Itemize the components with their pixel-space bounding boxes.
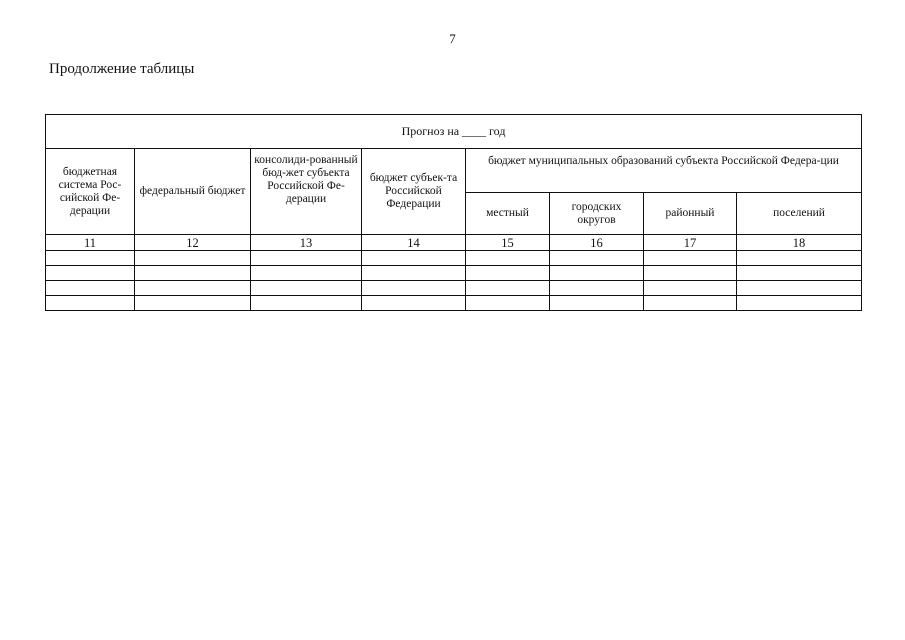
- forecast-table: [45, 114, 862, 311]
- table-cell: [466, 281, 550, 296]
- column-number: 12: [135, 235, 251, 251]
- table-row: [46, 281, 862, 296]
- column-number: 17: [644, 235, 737, 251]
- table-cell: [466, 251, 550, 266]
- sub-col-settlements: поселений: [737, 193, 862, 235]
- table-cell: [737, 251, 862, 266]
- column-number: 15: [466, 235, 550, 251]
- table-cell: [251, 266, 362, 281]
- sub-col-district: районный: [644, 193, 737, 235]
- table-cell: [550, 296, 644, 311]
- col-municipal-budgets: бюджет муниципальных образований субъекта Российской Федера-ции: [466, 149, 862, 193]
- table-cell: [46, 266, 135, 281]
- forecast-year-header: Прогноз на ____ год: [46, 115, 862, 149]
- table-cell: [46, 281, 135, 296]
- forecast-header-row: [46, 115, 862, 149]
- table-cell: [644, 266, 737, 281]
- table-cell: [362, 266, 466, 281]
- table-cell: [362, 281, 466, 296]
- table-cell: [46, 296, 135, 311]
- column-number: 18: [737, 235, 862, 251]
- column-number: 14: [362, 235, 466, 251]
- table-cell: [135, 251, 251, 266]
- page-number: 7: [449, 31, 456, 46]
- table-row: [46, 251, 862, 266]
- col-budget-system: бюджетная система Рос-сийской Фе-дерации: [46, 149, 135, 235]
- table-cell: [644, 281, 737, 296]
- table-row: [46, 296, 862, 311]
- table-cell: [737, 281, 862, 296]
- column-number: 13: [251, 235, 362, 251]
- table-row: [46, 266, 862, 281]
- sub-col-city-districts: городских округов: [550, 193, 644, 235]
- table-cell: [737, 296, 862, 311]
- column-number-row: [46, 235, 862, 251]
- table-cell: [251, 296, 362, 311]
- table-cell: [466, 296, 550, 311]
- table-cell: [737, 266, 862, 281]
- table-cell: [550, 266, 644, 281]
- table-cell: [135, 296, 251, 311]
- table-cell: [251, 281, 362, 296]
- table-cell: [135, 266, 251, 281]
- table-cell: [135, 281, 251, 296]
- table-cell: [46, 251, 135, 266]
- table-cell: [644, 251, 737, 266]
- table-cell: [550, 251, 644, 266]
- col-federal-budget: федеральный бюджет: [135, 149, 251, 235]
- column-number: 16: [550, 235, 644, 251]
- table-cell: [466, 266, 550, 281]
- col-consolidated-budget: консолиди-рованный бюд-жет субъекта Российской Фе-дерации: [251, 149, 362, 235]
- continuation-title: Продолжение таблицы: [49, 61, 195, 77]
- table-cell: [550, 281, 644, 296]
- table-cell: [362, 251, 466, 266]
- column-header-row: [46, 149, 862, 193]
- table-cell: [362, 296, 466, 311]
- column-number: 11: [46, 235, 135, 251]
- col-subject-budget: бюджет субъек-та Российской Федерации: [362, 149, 466, 235]
- table-cell: [644, 296, 737, 311]
- table-cell: [251, 251, 362, 266]
- sub-col-local: местный: [466, 193, 550, 235]
